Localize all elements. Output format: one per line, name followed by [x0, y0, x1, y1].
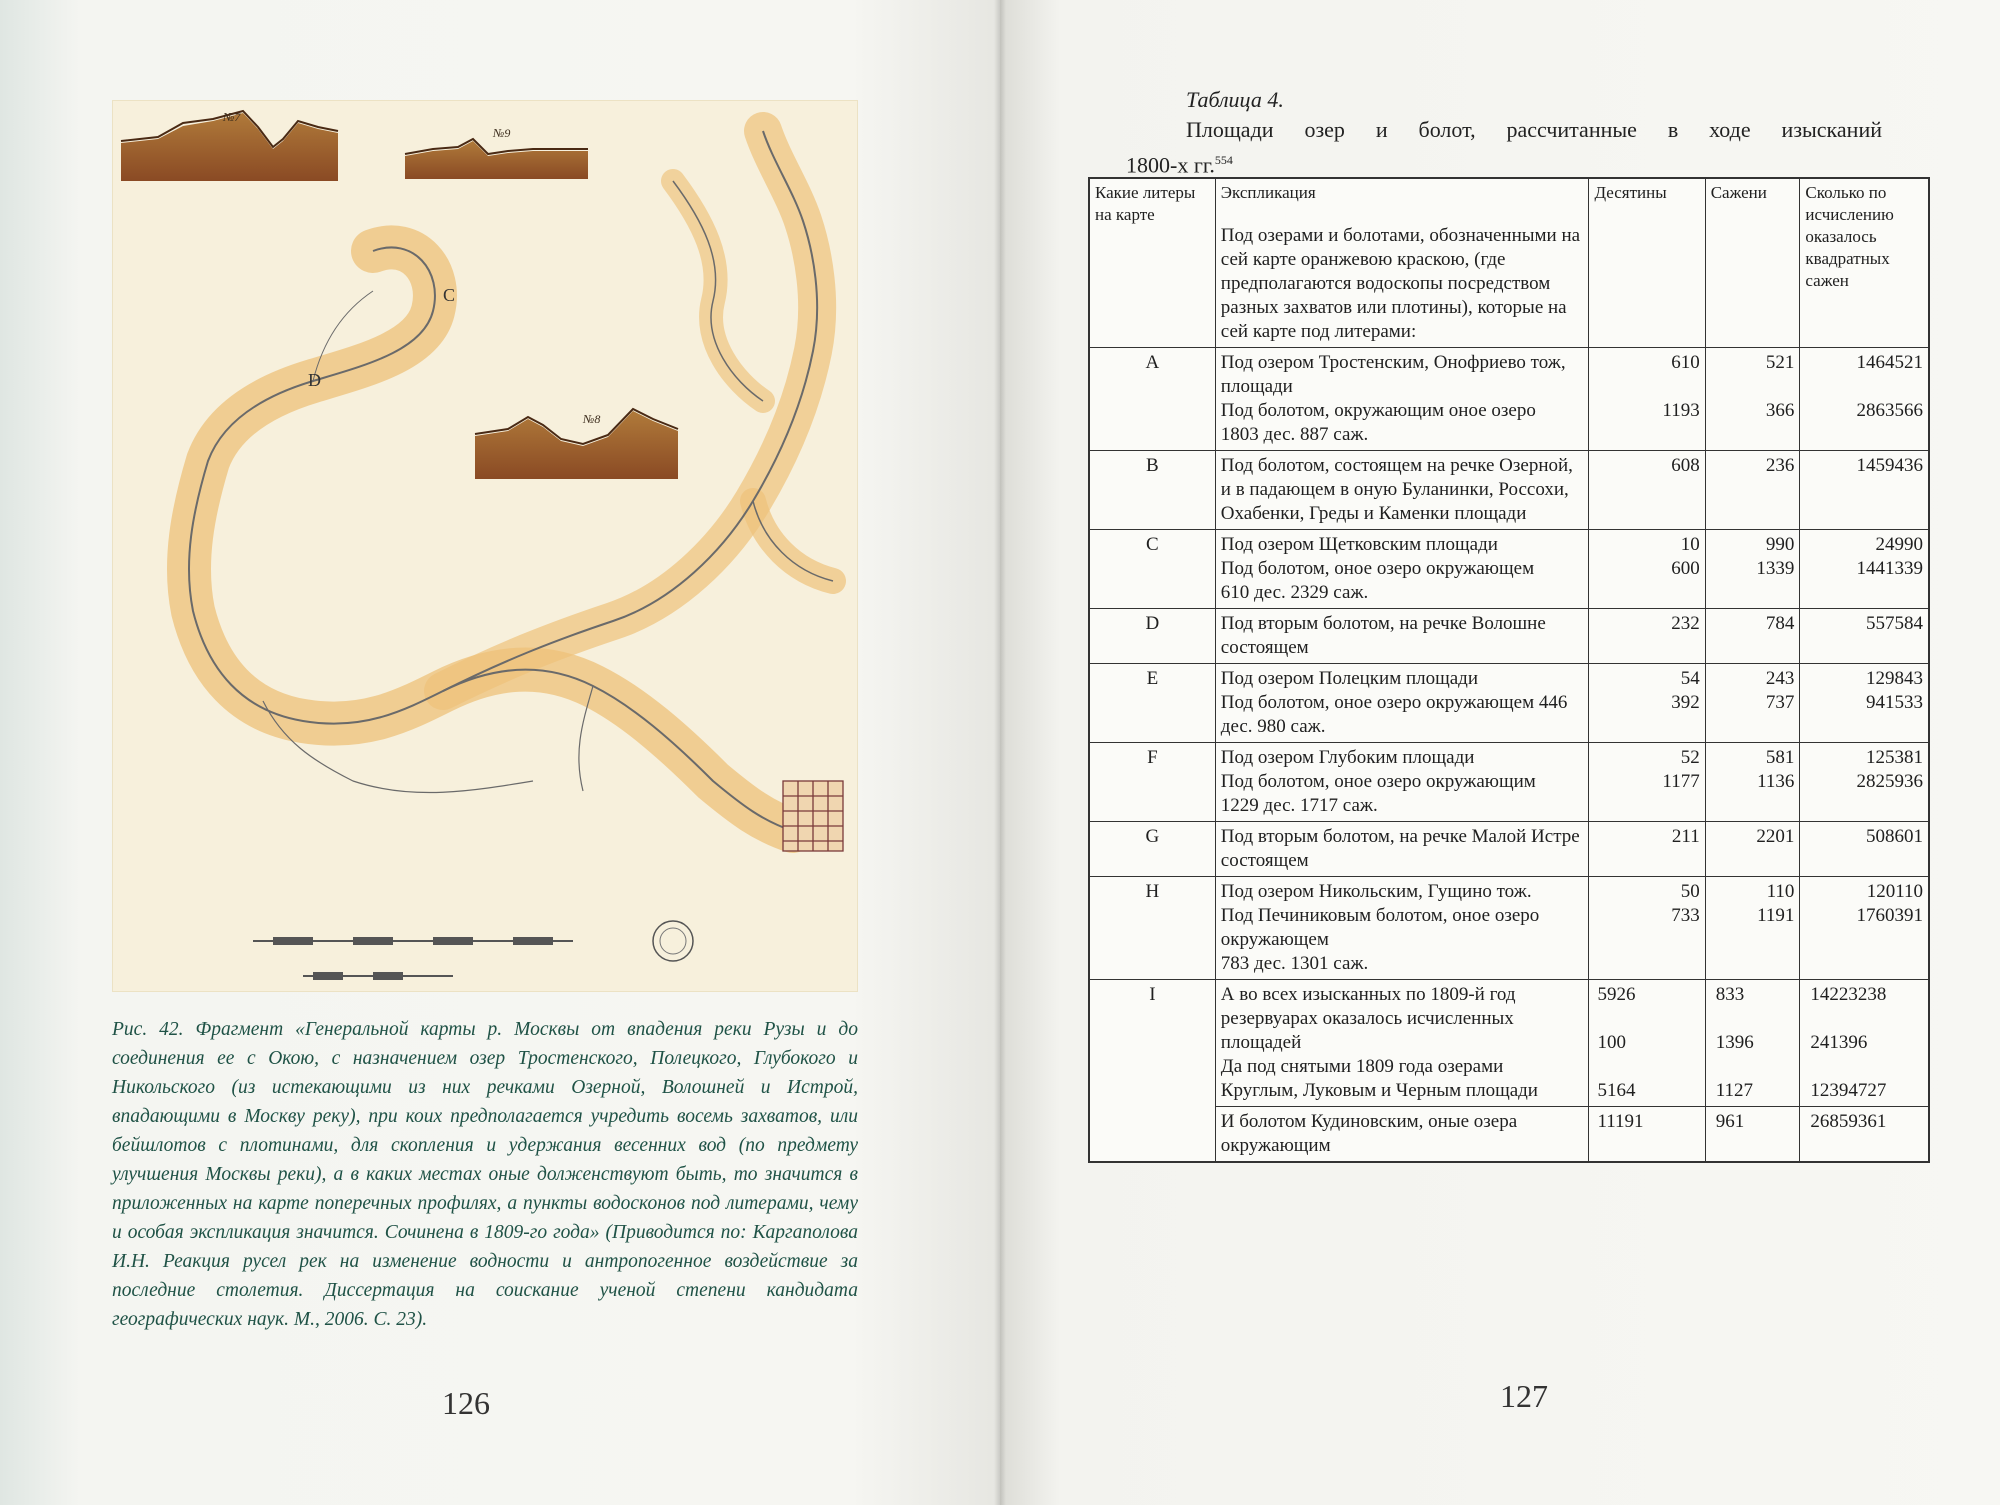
cell-value: 941533	[1866, 692, 1923, 713]
row-square	[1800, 348, 1929, 451]
cell-value: 833	[1715, 984, 1745, 1005]
table-title: Площади озер и болот, рассчитанные в ходе изысканий	[1186, 117, 1882, 142]
table-title-line2	[1090, 145, 1882, 180]
row-explanation: Под вторым болотом, на речке Волошне состоящем	[1215, 609, 1589, 664]
row-explanation: Под вторым болотом, на речке Малой Истре состоящем	[1215, 822, 1589, 877]
row-letter: F	[1089, 743, 1215, 822]
row-sazheni	[1705, 348, 1800, 451]
header-letter: Какие литеры на карте	[1089, 178, 1215, 348]
row-line: Под озером Тростенским, Онофриево тож, площади	[1220, 352, 1566, 397]
row-line: Под озером Щетковским площади	[1220, 534, 1498, 555]
profile-label-2: №9	[493, 126, 511, 140]
row-sazheni	[1705, 530, 1800, 609]
profile-section-8	[475, 409, 678, 479]
cell-value: 1441339	[1856, 558, 1923, 579]
row-line: Под озером Глубоким площади	[1220, 747, 1475, 768]
cell-value: 10	[1680, 534, 1700, 555]
row-desyatiny	[1589, 877, 1705, 980]
table-title-years: 1800-х гг.	[1126, 152, 1215, 178]
cell-value: 14223238	[1810, 984, 1887, 1005]
cell-value: 241396	[1810, 1032, 1868, 1053]
library-stamp	[653, 921, 693, 961]
header-sazheni: Сажени	[1705, 178, 1800, 348]
row-letter: I	[1089, 980, 1215, 1163]
cell-value: 50	[1680, 881, 1700, 902]
cell-value: 54	[1680, 668, 1700, 689]
table-body	[1089, 348, 1929, 1163]
cell-value: 1339	[1756, 558, 1795, 579]
row-square: 508601	[1800, 822, 1929, 877]
cell-value: 1193	[1662, 400, 1700, 421]
lakes-table	[1088, 177, 1930, 1163]
cell-value: 12394727	[1810, 1080, 1887, 1101]
row-desyatiny	[1589, 743, 1705, 822]
cell-value: 1136	[1757, 771, 1795, 792]
row-line: 783 дес. 1301 саж.	[1220, 953, 1369, 974]
map-scale-bar	[253, 937, 573, 980]
table-row	[1089, 348, 1929, 451]
profile-section-9	[405, 126, 588, 179]
row-sazheni: 2201	[1705, 822, 1800, 877]
table-row	[1089, 530, 1929, 609]
row-square: 557584	[1800, 609, 1929, 664]
row-letter: A	[1089, 348, 1215, 451]
cell-value: 610	[1671, 352, 1700, 373]
cell-value: 5926	[1597, 984, 1636, 1005]
row-letter: G	[1089, 822, 1215, 877]
row-letter: E	[1089, 664, 1215, 743]
cell-value: 129843	[1866, 668, 1923, 689]
table-row	[1089, 822, 1929, 877]
row-desyatiny	[1589, 980, 1705, 1107]
row-explanation	[1215, 980, 1589, 1107]
cell-value: 1396	[1715, 1032, 1754, 1053]
row-line: 1229 дес. 1717 саж.	[1220, 795, 1378, 816]
cell-value: 392	[1671, 692, 1700, 713]
cell-value: 243	[1765, 668, 1795, 689]
row-sazheni	[1705, 743, 1800, 822]
cell-value: 581	[1765, 747, 1795, 768]
header-square: Сколько по исчислению оказалось квадратных сажен	[1800, 178, 1929, 348]
table-row	[1089, 743, 1929, 822]
table-row	[1089, 609, 1929, 664]
row-square	[1800, 877, 1929, 980]
row-sazheni	[1705, 664, 1800, 743]
footnote-marker: 554	[1214, 153, 1233, 167]
row-desyatiny: 232	[1589, 609, 1705, 664]
row-desyatiny: 11191	[1589, 1107, 1705, 1163]
cell-value: 100	[1597, 1032, 1626, 1053]
row-letter: C	[1089, 530, 1215, 609]
header-explanation	[1215, 178, 1589, 348]
row-explanation: И болотом Кудиновским, оные озера окружающим	[1215, 1107, 1589, 1163]
historical-map-figure	[112, 100, 858, 992]
table-row	[1089, 980, 1929, 1107]
row-desyatiny	[1589, 530, 1705, 609]
table-intro-text: Под озерами и болотами, обозначенными на сей карте оранжевою краскою, (где предполагаются водоскопы посредством разных захватов или плотины), которые на сей карте под литерами:	[1220, 225, 1581, 342]
cell-value: 2863566	[1856, 400, 1923, 421]
table-header-row	[1089, 178, 1929, 348]
row-line: Под озером Никольским, Гущино тож.	[1220, 881, 1532, 902]
map-letter-c: C	[443, 285, 456, 305]
row-desyatiny: 608	[1589, 451, 1705, 530]
cell-value: 521	[1765, 352, 1795, 373]
row-explanation	[1215, 530, 1589, 609]
cell-value: 110	[1766, 881, 1795, 902]
row-line: Под болотом, оное озеро окружающем	[1220, 558, 1535, 579]
row-line: Да под снятыми 1809 года озерами Круглым, Луковым и Черным площади	[1220, 1056, 1538, 1101]
cell-value: 2825936	[1856, 771, 1923, 792]
row-square	[1800, 664, 1929, 743]
table-heading	[1090, 85, 1882, 180]
cell-value: 1177	[1662, 771, 1700, 792]
profile-section-7	[121, 110, 338, 181]
row-line: 610 дес. 2329 саж.	[1220, 582, 1369, 603]
row-line: Под болотом, окружающим оное озеро	[1220, 400, 1536, 421]
cell-value: 733	[1671, 905, 1700, 926]
cell-value: 990	[1765, 534, 1795, 555]
row-explanation: Под болотом, состоящем на речке Озерной, и в падающем в оную Буланинки, Россохи, Охабенки, Греды и Каменки площади	[1215, 451, 1589, 530]
map-illustration	[113, 101, 857, 991]
cell-value: 600	[1671, 558, 1700, 579]
row-explanation	[1215, 664, 1589, 743]
cell-value: 1464521	[1856, 352, 1923, 373]
profile-label-3: №8	[583, 412, 601, 426]
row-sazheni: 784	[1705, 609, 1800, 664]
page-number-right: 127	[1500, 1378, 1548, 1414]
book-gutter	[994, 0, 1006, 1505]
row-sazheni	[1705, 980, 1800, 1107]
cell-value: 52	[1680, 747, 1700, 768]
cell-value: 1127	[1715, 1080, 1753, 1101]
row-letter: B	[1089, 451, 1215, 530]
river-network	[189, 131, 833, 831]
row-square: 26859361	[1800, 1107, 1929, 1163]
table-row	[1089, 877, 1929, 980]
header-explanation-label: Экспликация	[1220, 183, 1316, 202]
row-sazheni: 961	[1705, 1107, 1800, 1163]
row-letter: H	[1089, 877, 1215, 980]
row-explanation	[1215, 348, 1589, 451]
table-row	[1089, 451, 1929, 530]
header-desyatiny: Десятины	[1589, 178, 1705, 348]
row-sazheni: 236	[1705, 451, 1800, 530]
table-label: Таблица 4.	[1186, 87, 1284, 112]
profile-label-1: №7	[223, 110, 241, 124]
row-square	[1800, 980, 1929, 1107]
cell-value: 366	[1765, 400, 1795, 421]
row-letter: D	[1089, 609, 1215, 664]
town-plan	[783, 781, 843, 851]
row-line: 1803 дес. 887 саж.	[1220, 424, 1369, 445]
row-desyatiny	[1589, 664, 1705, 743]
figure-caption: Рис. 42. Фрагмент «Генеральной карты р. Москвы от впадения реки Рузы и до соединения ее с Окою, с назначением озер Тростенского, Полецкого, Глубокого и Никольского (из истекающими из них речками Озерной, Волошней и Истрой, впадающими в Москву реку), при коих предполагается учредить восемь захватов, или бейшлотов с плотинами, для скопления и удержания весенних вод (по предмету улучшения Москвы реки), а в каких местах оные долженствуют быть, то значится в приложенных на карте поперечных профилях, а пункты водосконов под литерами, чему и особая экспликация значится. Сочинена в 1809-го года» (Приводится по: Каргаполова И.Н. Реакция русел рек на изменение водности и антропогенное воздействие за последние столетия. Диссертация на соискание ученой степени кандидата географических наук. М., 2006. С. 23).	[112, 1019, 858, 1330]
row-square	[1800, 743, 1929, 822]
row-sazheni	[1705, 877, 1800, 980]
row-line: Под Печиниковым болотом, оное озеро окружающем	[1220, 905, 1540, 950]
row-explanation	[1215, 743, 1589, 822]
row-explanation	[1215, 877, 1589, 980]
row-line: Под озером Полецким площади	[1220, 668, 1479, 689]
row-line: А во всех изысканных по 1809-й год резервуарах оказалось исчисленных площадей	[1220, 984, 1516, 1053]
row-desyatiny: 211	[1589, 822, 1705, 877]
row-line: Под болотом, оное озеро окружающим	[1220, 771, 1536, 792]
row-line: Под болотом, оное озеро окружающем 446 дес. 980 саж.	[1220, 692, 1568, 737]
cell-value: 5164	[1597, 1080, 1636, 1101]
map-letter-d: D	[308, 370, 321, 390]
cell-value: 24990	[1875, 534, 1923, 555]
row-square	[1800, 530, 1929, 609]
row-square: 1459436	[1800, 451, 1929, 530]
cell-value: 1760391	[1856, 905, 1923, 926]
page-number-left: 126	[442, 1385, 490, 1421]
cell-value: 737	[1765, 692, 1795, 713]
cell-value: 125381	[1866, 747, 1923, 768]
table-row	[1089, 1107, 1929, 1163]
table-row	[1089, 664, 1929, 743]
cell-value: 120110	[1866, 881, 1923, 902]
row-desyatiny	[1589, 348, 1705, 451]
cell-value: 1191	[1757, 905, 1795, 926]
